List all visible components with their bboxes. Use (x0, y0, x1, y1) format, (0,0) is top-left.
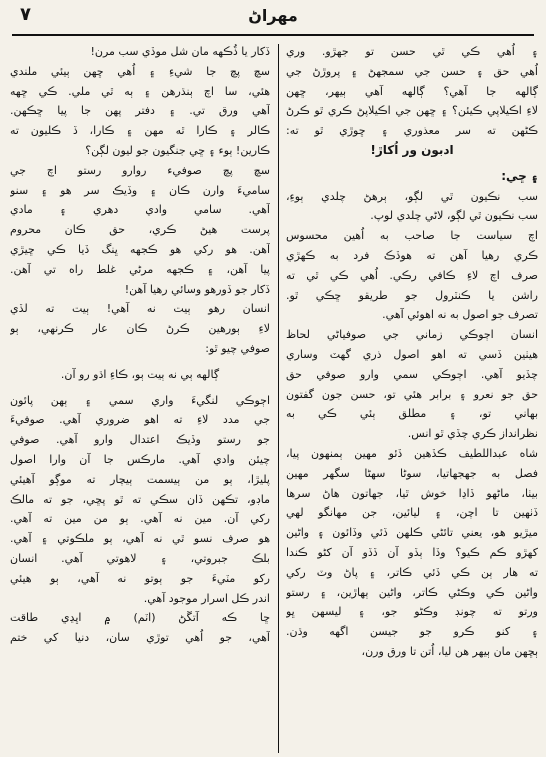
text-line: واڻين ڪي وڪڻي ڪاتر، واڻين ٻهاڙين، ۽ رستو (286, 585, 538, 599)
text-line: بهاني تو، ۽ مطلق ٻئي ڪي به (286, 407, 538, 421)
right-text-column (286, 42, 538, 753)
text-line: سچ پچ صوفيء روارو رستو اچ جي (10, 163, 270, 177)
page-header-title: مهراڻ (248, 6, 298, 25)
text-line: اندر ڪل اسرار موجود آهي. (143, 591, 270, 605)
text-line: ڪڻهن ته سر معذوري ۽ ڇوڙي ٿو ته: (286, 124, 538, 138)
text-line: پرست هيڻ ڪري، حق ڪان محروم (10, 223, 270, 237)
text-line: راشن يا ڪنٽرول جو طريقو ڇڪي ٿو. (286, 288, 538, 302)
text-line: اڄوڪي لنگيءَ واري سمي ۽ ٻهن پائون (10, 393, 270, 407)
text-line: ڪارين! ٻوء ۽ ڇي جنگيون جو ليون لڳن؟ (85, 143, 270, 157)
text-line: آهي ورق تي. ۽ دفتر پهن جا پيا ڇڪهن. (10, 104, 270, 118)
text-line: ته هار ٻن ڪي ڏئي ڪاتر، ۽ پاڻ وٽ رکي (286, 565, 538, 579)
left-text-column (10, 42, 270, 753)
text-line: انسان اڄوڪي زماني جي صوفياڻي لحاظ (286, 328, 538, 342)
text-line: آهن. هو رکي هو ڪجهه ڀنگ ڏيا ڪي ڇيڙي (10, 242, 270, 256)
text-line: بلڪ جبروتي، ۽ لاهوتي آهي. انسان (10, 551, 270, 565)
text-line: ادبون ور اُکاڙ! (370, 142, 454, 157)
text-line: هيٺين ڏسي ته اهو اصول ذري گهٽ وساري (286, 347, 538, 361)
text-line: ڏٺهين تا اچن، ۽ ليائين، جن مهانگو لهي (286, 506, 538, 520)
text-line: ڪالر ۽ ڪارا ٿه مهن ۽ ڪارا، ڏ ڪليون ته (10, 124, 270, 138)
text-line: پليڙا، ٻو من ٻيسمت ٻيچار ته موڳو آهيئي (10, 472, 270, 486)
text-line: سب نڪيون ٿي لڳو، ٻرهڻ چلدي ٻوءِ، (286, 189, 538, 203)
text-line: ورتو ته چونڊ وڪڻو جو، ۽ ليسهن ڀو (286, 605, 538, 619)
header-rule (12, 34, 534, 36)
text-line: فصل به جهجهاتيا، سوڻا سهڻا سگهر مهين (286, 466, 538, 480)
text-line: ۽ کنو ڪرو جو جيسن اگهه وڌن. (286, 625, 538, 639)
text-line: ماڊو، تڪهن ڏان سڪي ته ٿو پڇي، جو ته مالڪ (10, 492, 270, 506)
text-line: ميڙيو هو، يعني تائڻي ڪلهن ڏئي وڏائون ۽ واڻين (286, 526, 538, 540)
text-line: اُهي حق ۽ حسن جي سمجهڻ ۽ پروڙڻ جي (286, 64, 538, 78)
text-line: سب نڪيون ٿي لڳو، لاڻي چلدي لوپ. (370, 209, 538, 223)
text-line: لاءِ ٻورهين ڪرڻ ڪان عار ڪرنهي، ٻو (10, 322, 270, 336)
text-line: رکي آن. مين نه آهي. ٻو من مين ته آهي. (10, 512, 270, 526)
page-number: ٧ (20, 4, 31, 25)
text-line: هو صرف نسو ٿي نه آهي، ٻو ملڪوتي ۽ آهي. (10, 532, 270, 546)
text-line: ڏکار يا ڏُڪهه مان شل موڏي سب مرن! (90, 45, 270, 58)
text-line: ڏکار جو ڏورهو وسائي رهيا آهن! (124, 282, 270, 296)
text-line: انسان رهو ٻيت نه آهي! ٻيت ته لڏي (10, 302, 270, 316)
text-line: ڳالهه جا آهي؟ ڳالهه آهي ٻيهر، ڇهن (286, 84, 538, 98)
text-line: تصرف جو اصول به نه اهوئي آهي. (382, 308, 538, 322)
text-line: نظرانداز ڪري چڏي ٿو انس. (407, 427, 538, 441)
text-line: شاه عبداللطيف ڪڏهين ڏئو مهين ٻمنهون پيا، (286, 446, 538, 460)
text-line: ۽ اُهي ڪي ٿي حسن تو جهڙو. وري (286, 45, 538, 58)
text-line: ڪري رهيا آهن ته هوڏڪ فرد به ڪهڙي (286, 248, 538, 262)
text-line: جو رستو وڏيڪ اعتدال وارو آهي. صوفي (10, 433, 270, 447)
text-line: صرف اچ لاءِ ڪافي رڪي. اُهي ڪي ٿي ته (286, 268, 538, 282)
text-line: پيا آهن، ۽ ڪجهه مرڻي غلط راه تي آهن. (10, 262, 270, 276)
text-line: آهي، جو اُهي توڙي سان، دنيا کي ختم (10, 631, 270, 645)
text-line: کهڙو ڪم ڪيو؟ وڏا ٻڏو آن ڏڏو آن کڻو ڪندا (286, 545, 538, 559)
text-line: لاءِ اڪيلاپي ڪيئن؟ ۽ ڇهن جي اڪيلاپڻ ڪري ٿو ڪرڻ (286, 104, 538, 118)
text-line: صوفي چيو ٿو: (205, 341, 270, 355)
text-line: جي مدد لاءِ ته اهو ضروري آهي. صوفيءَ (10, 413, 270, 427)
text-line: چيئن وادي آهي. مارڪس جا آن وارا اصول (10, 452, 270, 466)
text-line: اچ سياست جا صاحب به اُهين محسوس (286, 229, 538, 243)
text-line: هئي، سا اچ ٻنڌرهن ۽ ٻه ٿي ملي. ڪي ڇهه (10, 84, 270, 98)
text-line: ڇا ڪه آتڱڻ (اٽم) ۾ اڀڍي طاقت (10, 611, 270, 625)
text-line: حق جو نعرو ۽ برابر هئي تو، حسن جون گفتون (286, 387, 538, 401)
column-divider (278, 44, 279, 753)
text-line: ٻڇهن مان ٻيهر هن ليا، اُتن تا ورق ورن، (361, 644, 538, 658)
text-line: آهي. سامي وادي دهري ۽ مادي (10, 203, 270, 217)
text-line: رکو مٽيءَ جو ٻوتو نه آهي، ٻو هيئي (10, 571, 270, 585)
text-line: ساميءَ وارن ڪان ۽ وڏيڪ سر هو ۽ سنو (10, 183, 270, 197)
text-line: ڳالهه ٻي نه ٻيت ٻو، ڪاءِ اڌو رو آن. (60, 367, 220, 381)
text-line: ۽ ڇي: (501, 168, 538, 183)
text-line: چڏيو آهي. اڄوڪي سمي وارو صوفي حق (286, 367, 538, 381)
text-line: بيٺا، ماڻهو ڏاڍا خوش ٿيا، جهاتون هاڻ سرها (286, 486, 538, 500)
text-line: سچ پچ جا شيءِ ۽ اُهي ڇهن ٻيئي ملندي (10, 64, 270, 78)
